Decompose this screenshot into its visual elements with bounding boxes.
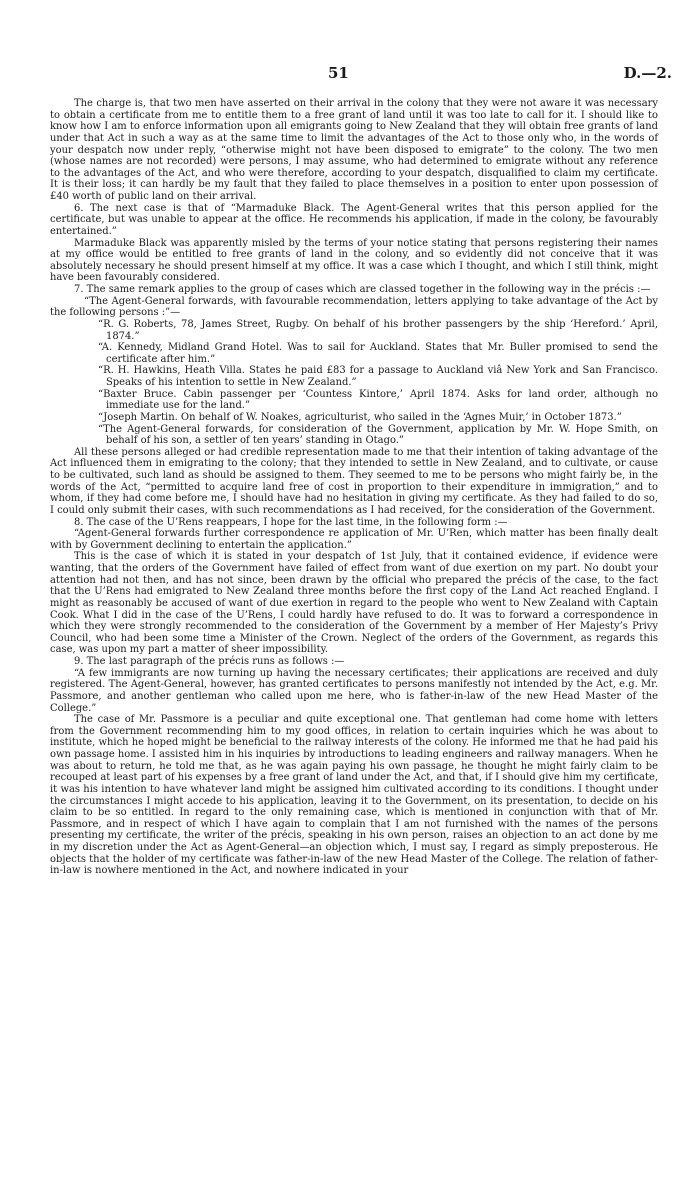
quoted-entry: “Baxter Bruce. Cabin passenger per ‘Countess Kintore,’ April 1874. Asks for land order, although no immediate use for the land.” xyxy=(98,388,658,412)
page-header xyxy=(0,64,700,88)
paragraph: Marmaduke Black was apparently misled by the terms of your notice stating that persons registering their names at my office would be entitled to free grants of land in the colony, and so evidently did not conceive that it was absolutely necessary he should present himself at my office. It was a case which I thought, and which I still think, might have been favourably considered. xyxy=(50,237,658,284)
paragraph: This is the case of which it is stated in your despatch of 1st July, that it contained evidence, if evidence were wanting, that the orders of the Government have failed of effect from want of due exertion on my part. No doubt your attention had not then, and has not since, been drawn by the official who prepared the précis of the case, to the fact that the U’Rens had emigrated to New Zealand three months before the first copy of the Land Act reached England. I might as reasonably be accused of want of due exertion in regard to the people who went to New Zealand with Captain Cook. What I did in the case of the U’Rens, I could hardly have refused to do. It was to forward a correspondence in which they were strongly recommended to the consideration of the Government by a member of Her Majesty’s Privy Council, who had been some time a Minister of the Crown. Neglect of the orders of the Government, as regards this case, was upon my part a matter of sheer impossibility. xyxy=(50,551,658,656)
quoted-entry: “A. Kennedy, Midland Grand Hotel. Was to sail for Auckland. States that Mr. Buller promised to send the certificate after him.” xyxy=(98,342,658,365)
quoted-entry: “Joseph Martin. On behalf of W. Noakes, agriculturist, who sailed in the ‘Agnes Muir,’ in October 1873.” xyxy=(98,411,622,423)
paragraph: “A few immigrants are now turning up having the necessary certificates; their applications are received and duly registered. The Agent-General, however, has granted certificates to persons manifestly not intended by the Act, e.g. Mr. Passmore, and another gentleman who called upon me here, who is father-in-law of the new Head Master of the College.” xyxy=(50,667,658,714)
paragraph: The case of Mr. Passmore is a peculiar and quite exceptional one. That gentleman had come home with letters from the Government recommending him to my good offices, in relation to certain inquiries which he was about to institute, which he hoped might be beneficial to the railway interests of the colony. He informed me that he had paid his own passage home. I assisted him in his inquiries by introductions to leading engineers and railway managers. When he was about to return, he told me that, as he was again paying his own passage, he thought he might fairly claim to be recouped at least part of his expenses by a free grant of land under the Act, and that, if I should give him my certificate, it was his intention to have whatever land might be assigned him cultivated according to its conditions. I thought under the circumstances I might accede to his application, leaving it to the Government, on its presentation, to decide on his claim to be so entitled. In regard to the only remaining case, which is mentioned in conjunction with that of Mr. Passmore, and in respect of which I have again to complain that I am not furnished with the names of the persons presenting my certificate, the writer of the précis, speaking in his own person, raises an objection to an act done by me in my discretion under the Act as Agent-General—an objection which, I must say, I regard as simply preposterous. He objects that the holder of my certificate was father-in-law of the new Head Master of the College. The relation of father-in-law is nowhere mentioned in the Act, and nowhere indicated in your xyxy=(50,714,658,877)
quoted-entry: “R. H. Hawkins, Heath Villa. States he paid £83 for a passage to Auckland viâ New York and San Francisco. Speaks of his intention to settle in New Zealand.” xyxy=(98,365,658,388)
paragraph: “Agent-General forwards further correspondence re application of Mr. U’Ren, which matter has been finally dealt with by Government declining to entertain the application.” xyxy=(50,528,658,551)
quoted-entry: “R. G. Roberts, 78, James Street, Rugby. On behalf of his brother passengers by the ship ‘Hereford.’ April, 1874.” xyxy=(98,318,658,342)
document-reference: D.—2. xyxy=(623,64,672,82)
paragraph: “The Agent-General forwards, with favourable recommendation, letters applying to take advantage of the Act by the following persons :”— xyxy=(50,295,658,319)
paragraph: All these persons alleged or had credible representation made to me that their intention of taking advantage of the Act influenced them in emigrating to the colony; that they intended to settle in New Zealand, and to cultivate, or cause to be cultivated, such land as should be assigned to them. They seemed to me to be persons who might fairly be, in the words of the Act, “permitted to acquire land free of cost in proportion to their expenditure in immigration,” and to whom, if they had come before me, I should have had no hesitation in giving my certificate. As they had failed to do so, I could only submit their cases, with such recommendations as I had received, for the consideration of the Government. xyxy=(50,446,658,516)
paragraph: 6. The next case is that of “Marmaduke Black. The Agent-General writes that this person applied for the certificate, but was unable to appear at the office. He recommends his application, if made in the colony, be favourably entertained.” xyxy=(50,202,658,237)
quoted-entry: “The Agent-General forwards, for consideration of the Government, application by Mr. W. Hope Smith, on behalf of his son, a settler of ten years’ standing in Otago.” xyxy=(98,423,658,447)
paragraph: 7. The same remark applies to the group of cases which are classed together in the following way in the précis :— xyxy=(74,284,651,295)
body-text xyxy=(50,98,658,877)
paragraph: 8. The case of the U’Rens reappears, I hope for the last time, in the following form :— xyxy=(74,516,508,528)
page-number: 51 xyxy=(328,64,349,82)
paragraph: 9. The last paragraph of the précis runs as follows :— xyxy=(74,656,345,667)
paragraph: The charge is, that two men have asserted on their arrival in the colony that they were not aware it was necessary to obtain a certificate from me to entitle them to a free grant of land until it was too late to call for it. I should like to know how I am to enforce information upon all emigrants going to New Zealand that they will obtain free grants of land under that Act in such a way as at the same time to limit the advantages of the Act to those only who, in the words of your despatch now under reply, “otherwise might not have been disposed to emigrate” to the colony. The two men (whose names are not recorded) were persons, I may assume, who had determined to emigrate without any reference to the advantages of the Act, and who were therefore, according to your despatch, disqualified to claim my certificate. It is their loss; it can hardly be my fault that they failed to place themselves in a position to enter upon possession of £40 worth of public land on their arrival. xyxy=(50,98,658,202)
